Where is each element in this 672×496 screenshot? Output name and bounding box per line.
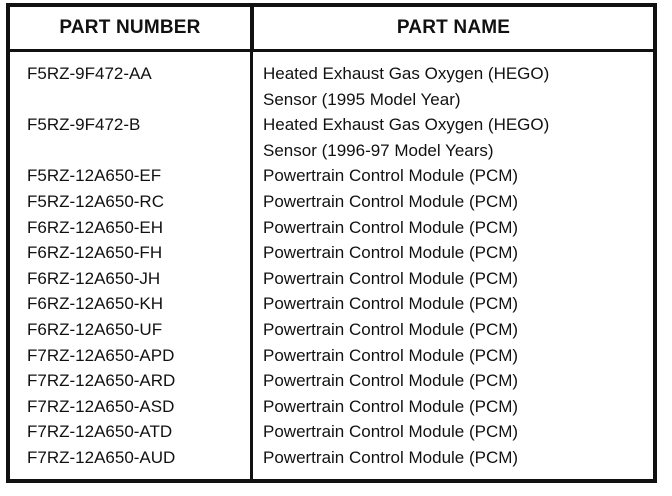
header-part-name: PART NAME bbox=[396, 17, 511, 38]
part-name-cell: Powertrain Control Module (PCM) bbox=[263, 422, 519, 442]
table-row bbox=[10, 163, 653, 189]
part-number-cell: F7RZ-12A650-ASD bbox=[27, 396, 175, 416]
part-number-cell: F7RZ-12A650-APD bbox=[27, 345, 175, 365]
part-name-cell: Powertrain Control Module (PCM) bbox=[263, 319, 519, 339]
part-number-cell: F6RZ-12A650-FH bbox=[27, 243, 163, 263]
part-number-cell: F5RZ-9F472-B bbox=[27, 115, 141, 135]
part-number-cell: F7RZ-12A650-ARD bbox=[27, 371, 176, 391]
part-name-cell: Powertrain Control Module (PCM) bbox=[263, 217, 519, 237]
part-number-cell: F5RZ-12A650-RC bbox=[27, 191, 164, 211]
table-row bbox=[10, 215, 653, 241]
parts-table bbox=[6, 3, 657, 483]
header-part-number: PART NUMBER bbox=[59, 17, 201, 38]
part-number-cell: F6RZ-12A650-KH bbox=[27, 294, 164, 314]
part-number-cell: F6RZ-12A650-EH bbox=[27, 217, 164, 237]
table-row bbox=[10, 317, 653, 343]
part-name-cell: Powertrain Control Module (PCM) bbox=[263, 191, 519, 211]
table-row bbox=[10, 291, 653, 317]
part-name-cell: Powertrain Control Module (PCM) bbox=[263, 268, 519, 288]
part-name-cell: Powertrain Control Module (PCM) bbox=[263, 166, 519, 186]
part-number-cell: F6RZ-12A650-JH bbox=[27, 268, 161, 288]
table-row bbox=[10, 189, 653, 215]
table-row bbox=[10, 240, 653, 266]
part-name-cell: Powertrain Control Module (PCM) bbox=[263, 396, 519, 416]
part-name-cell: Powertrain Control Module (PCM) bbox=[263, 371, 519, 391]
table-row bbox=[10, 266, 653, 292]
part-name-cell: Powertrain Control Module (PCM) bbox=[263, 294, 519, 314]
table-row bbox=[10, 61, 653, 112]
part-number-cell: F5RZ-9F472-AA bbox=[27, 64, 152, 83]
table-row bbox=[10, 112, 653, 163]
table-header-row bbox=[10, 7, 653, 52]
part-name-cell: Heated Exhaust Gas Oxygen (HEGO) Sensor (1996-97 Model Years) bbox=[263, 115, 550, 160]
part-name-cell: Powertrain Control Module (PCM) bbox=[263, 447, 519, 467]
part-name-cell: Heated Exhaust Gas Oxygen (HEGO) Sensor (1995 Model Year) bbox=[263, 64, 550, 109]
part-name-cell: Powertrain Control Module (PCM) bbox=[263, 243, 519, 263]
table-row bbox=[10, 368, 653, 394]
part-number-cell: F7RZ-12A650-AUD bbox=[27, 447, 176, 467]
part-number-cell: F6RZ-12A650-UF bbox=[27, 319, 163, 339]
table-row bbox=[10, 394, 653, 420]
table-row bbox=[10, 445, 653, 471]
part-number-cell: F5RZ-12A650-EF bbox=[27, 166, 162, 186]
part-number-cell: F7RZ-12A650-ATD bbox=[27, 422, 173, 442]
part-name-cell: Powertrain Control Module (PCM) bbox=[263, 345, 519, 365]
table-body bbox=[10, 61, 653, 471]
table-row bbox=[10, 343, 653, 369]
table-row bbox=[10, 419, 653, 445]
